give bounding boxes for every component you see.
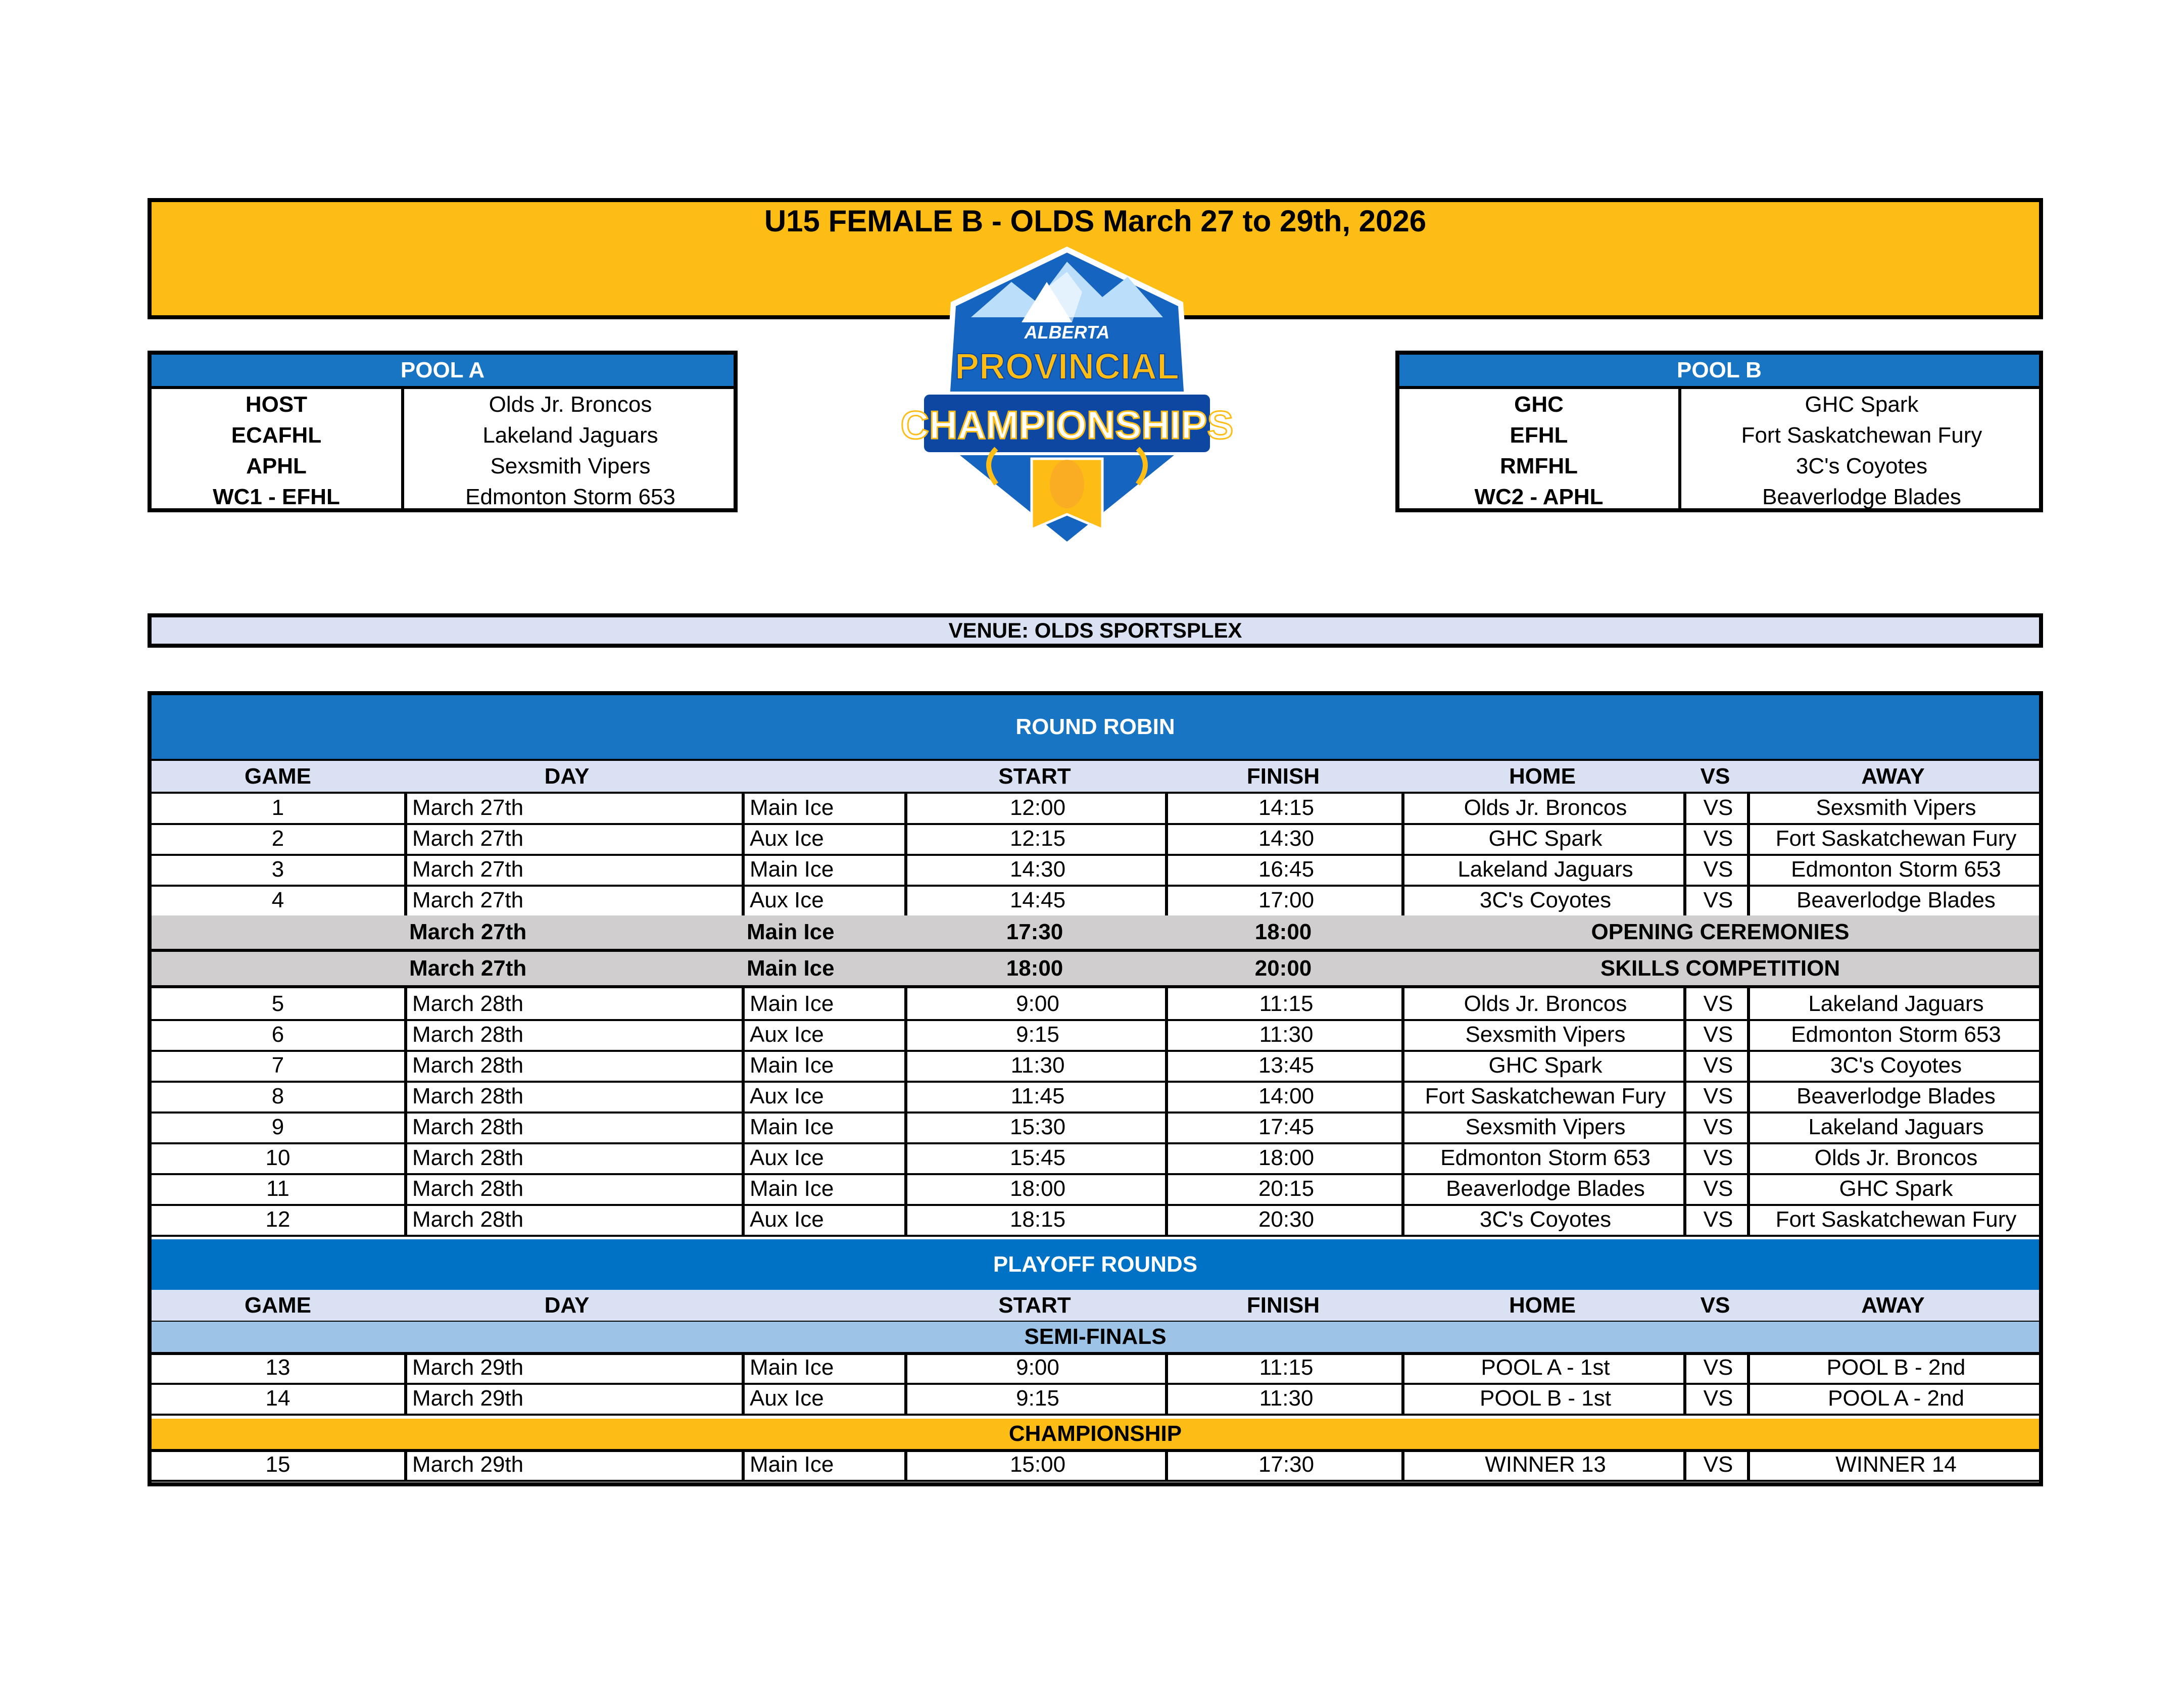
game-finish: 14:15	[1165, 792, 1404, 823]
game-vs: VS	[1683, 988, 1750, 1019]
game-game: 9	[271, 1115, 284, 1139]
game-ice: Main Ice	[742, 854, 912, 885]
event-start: 18:00	[1006, 956, 1063, 981]
column-header-row	[152, 761, 2039, 794]
game-start: 11:45	[904, 1081, 1168, 1111]
pool-team: Edmonton Storm 653	[401, 481, 737, 512]
game-day: March 28th	[404, 988, 750, 1019]
game-away: WINNER 14	[1747, 1449, 2042, 1480]
game-day: March 29th	[404, 1352, 750, 1383]
game-finish: 17:45	[1165, 1111, 1404, 1142]
game-game: 8	[271, 1084, 284, 1108]
pool-b-header: POOL B	[1399, 355, 2039, 389]
pool-league: WC2 - APHL	[1474, 485, 1604, 509]
game-vs: VS	[1683, 823, 1750, 854]
logo-brand-bottom: CHAMPIONSHIPS	[900, 403, 1234, 447]
page-title: U15 FEMALE B - OLDS March 27 to 29th, 2026	[764, 204, 1427, 238]
game-day: March 27th	[404, 792, 750, 823]
column-header-finish: FINISH	[1246, 764, 1320, 789]
game-row	[152, 1081, 2039, 1114]
game-start: 18:15	[904, 1204, 1168, 1235]
game-start: 9:15	[904, 1019, 1168, 1050]
game-row	[152, 854, 2039, 887]
column-header-away: AWAY	[1861, 764, 1925, 789]
pool-league: GHC	[1514, 392, 1564, 417]
game-row	[152, 1050, 2039, 1083]
game-finish: 11:30	[1165, 1019, 1404, 1050]
championship-label: CHAMPIONSHIP	[152, 1419, 2039, 1452]
game-row	[152, 792, 2039, 825]
game-row	[152, 1173, 2039, 1206]
column-header-away: AWAY	[1861, 1293, 1925, 1318]
game-finish: 20:15	[1165, 1173, 1404, 1204]
round-robin-header: ROUND ROBIN	[152, 695, 2039, 761]
event-ice: Main Ice	[747, 920, 835, 944]
pool-row	[1399, 451, 2039, 481]
provincial-championships-logo	[900, 247, 1234, 556]
game-game: 14	[265, 1386, 290, 1411]
column-header-start: START	[998, 764, 1071, 789]
game-away: Olds Jr. Broncos	[1747, 1142, 2042, 1173]
game-home: WINNER 13	[1401, 1449, 1686, 1480]
game-finish: 17:00	[1165, 885, 1404, 915]
game-start: 11:30	[904, 1050, 1168, 1081]
game-game: 15	[265, 1452, 290, 1477]
pool-league: EFHL	[1510, 423, 1568, 448]
column-header-vs: VS	[1700, 1293, 1730, 1318]
game-vs: VS	[1683, 1142, 1750, 1173]
game-row	[152, 988, 2039, 1021]
game-home: 3C's Coyotes	[1401, 885, 1686, 915]
game-row	[152, 1019, 2039, 1052]
pool-league: APHL	[246, 454, 307, 478]
column-header-vs: VS	[1700, 764, 1730, 789]
game-finish: 14:30	[1165, 823, 1404, 854]
game-day: March 28th	[404, 1142, 750, 1173]
game-ice: Main Ice	[742, 1173, 912, 1204]
game-row	[152, 1449, 2039, 1482]
game-away: POOL A - 2nd	[1747, 1383, 2042, 1414]
column-header-finish: FINISH	[1246, 1293, 1320, 1318]
game-day: March 28th	[404, 1173, 750, 1204]
game-row	[152, 1111, 2039, 1144]
game-away: POOL B - 2nd	[1747, 1352, 2042, 1383]
game-row	[152, 1204, 2039, 1237]
column-header-game: GAME	[245, 764, 311, 789]
game-game: 12	[265, 1207, 290, 1232]
game-day: March 29th	[404, 1383, 750, 1414]
game-vs: VS	[1683, 1081, 1750, 1111]
pool-team: 3C's Coyotes	[1678, 451, 2042, 481]
pool-league: WC1 - EFHL	[213, 485, 340, 509]
game-game: 2	[271, 826, 284, 851]
pool-row	[152, 389, 734, 420]
game-game: 7	[271, 1053, 284, 1078]
game-ice: Aux Ice	[742, 1081, 912, 1111]
game-game: 5	[271, 991, 284, 1016]
game-home: GHC Spark	[1401, 1050, 1686, 1081]
game-away: Beaverlodge Blades	[1747, 1081, 2042, 1111]
game-finish: 18:00	[1165, 1142, 1404, 1173]
pool-team: Beaverlodge Blades	[1678, 481, 2042, 512]
game-away: Edmonton Storm 653	[1747, 854, 2042, 885]
game-home: Fort Saskatchewan Fury	[1401, 1081, 1686, 1111]
game-start: 15:00	[904, 1449, 1168, 1480]
game-start: 12:00	[904, 792, 1168, 823]
game-vs: VS	[1683, 1111, 1750, 1142]
game-start: 15:30	[904, 1111, 1168, 1142]
game-ice: Main Ice	[742, 1449, 912, 1480]
game-home: GHC Spark	[1401, 823, 1686, 854]
game-vs: VS	[1683, 1383, 1750, 1414]
game-vs: VS	[1683, 854, 1750, 885]
game-finish: 11:15	[1165, 1352, 1404, 1383]
pool-league: RMFHL	[1500, 454, 1578, 478]
pool-league: ECAFHL	[231, 423, 322, 448]
pool-team: Sexsmith Vipers	[401, 451, 737, 481]
game-ice: Main Ice	[742, 792, 912, 823]
game-day: March 27th	[404, 854, 750, 885]
game-start: 9:00	[904, 1352, 1168, 1383]
game-home: Sexsmith Vipers	[1401, 1019, 1686, 1050]
event-start: 17:30	[1006, 920, 1063, 944]
game-start: 18:00	[904, 1173, 1168, 1204]
pool-team: GHC Spark	[1678, 389, 2042, 420]
pool-league: HOST	[245, 392, 308, 417]
game-game: 13	[265, 1355, 290, 1380]
game-day: March 28th	[404, 1204, 750, 1235]
game-vs: VS	[1683, 1449, 1750, 1480]
game-ice: Main Ice	[742, 988, 912, 1019]
game-finish: 13:45	[1165, 1050, 1404, 1081]
game-finish: 17:30	[1165, 1449, 1404, 1480]
game-vs: VS	[1683, 885, 1750, 915]
game-home: POOL A - 1st	[1401, 1352, 1686, 1383]
game-away: GHC Spark	[1747, 1173, 2042, 1204]
game-row	[152, 885, 2039, 917]
pool-a-table	[148, 351, 738, 512]
column-header-day: DAY	[544, 764, 590, 789]
game-vs: VS	[1683, 1173, 1750, 1204]
game-day: March 28th	[404, 1081, 750, 1111]
game-away: Sexsmith Vipers	[1747, 792, 2042, 823]
game-finish: 11:30	[1165, 1383, 1404, 1414]
game-home: Olds Jr. Broncos	[1401, 988, 1686, 1019]
game-row	[152, 1383, 2039, 1416]
game-home: Sexsmith Vipers	[1401, 1111, 1686, 1142]
game-home: Lakeland Jaguars	[1401, 854, 1686, 885]
pool-team: Fort Saskatchewan Fury	[1678, 420, 2042, 451]
game-ice: Aux Ice	[742, 1142, 912, 1173]
game-away: Fort Saskatchewan Fury	[1747, 823, 2042, 854]
game-game: 3	[271, 857, 284, 882]
game-start: 15:45	[904, 1142, 1168, 1173]
game-day: March 29th	[404, 1449, 750, 1480]
game-start: 14:30	[904, 854, 1168, 885]
pool-row	[1399, 481, 2039, 512]
pool-row	[1399, 389, 2039, 420]
game-finish: 14:00	[1165, 1081, 1404, 1111]
game-vs: VS	[1683, 1352, 1750, 1383]
column-header-home: HOME	[1509, 764, 1576, 789]
event-finish: 20:00	[1254, 956, 1312, 981]
game-ice: Aux Ice	[742, 1204, 912, 1235]
event-ice: Main Ice	[747, 956, 835, 981]
column-header-home: HOME	[1509, 1293, 1576, 1318]
pool-row	[152, 451, 734, 481]
pool-a-header: POOL A	[152, 355, 734, 389]
game-day: March 28th	[404, 1050, 750, 1081]
venue-label: VENUE: OLDS SPORTSPLEX	[148, 613, 2043, 648]
event-day: March 27th	[409, 920, 527, 944]
game-home: Olds Jr. Broncos	[1401, 792, 1686, 823]
game-ice: Aux Ice	[742, 1383, 912, 1414]
logo-brand-mid: PROVINCIAL	[954, 347, 1180, 387]
game-day: March 27th	[404, 823, 750, 854]
game-home: Edmonton Storm 653	[1401, 1142, 1686, 1173]
game-day: March 27th	[404, 885, 750, 915]
game-row	[152, 1352, 2039, 1385]
game-vs: VS	[1683, 1019, 1750, 1050]
game-row	[152, 823, 2039, 856]
special-event-row	[152, 915, 2039, 952]
pool-row	[152, 481, 734, 512]
game-ice: Main Ice	[742, 1352, 912, 1383]
column-header-row	[152, 1290, 2039, 1323]
game-home: Beaverlodge Blades	[1401, 1173, 1686, 1204]
game-away: Fort Saskatchewan Fury	[1747, 1204, 2042, 1235]
column-header-start: START	[998, 1293, 1071, 1318]
game-away: 3C's Coyotes	[1747, 1050, 2042, 1081]
pool-team: Olds Jr. Broncos	[401, 389, 737, 420]
game-game: 6	[271, 1022, 284, 1047]
schedule-table	[148, 691, 2043, 1486]
game-start: 12:15	[904, 823, 1168, 854]
logo-brand-top: ALBERTA	[1024, 322, 1110, 343]
game-vs: VS	[1683, 792, 1750, 823]
game-game: 11	[266, 1176, 289, 1201]
game-away: Lakeland Jaguars	[1747, 988, 2042, 1019]
event-name: SKILLS COMPETITION	[1600, 956, 1840, 981]
pool-row	[1399, 420, 2039, 451]
column-header-game: GAME	[245, 1293, 311, 1318]
game-ice: Aux Ice	[742, 1019, 912, 1050]
game-finish: 11:15	[1165, 988, 1404, 1019]
game-row	[152, 1142, 2039, 1175]
game-day: March 28th	[404, 1111, 750, 1142]
game-finish: 20:30	[1165, 1204, 1404, 1235]
special-event-row	[152, 952, 2039, 988]
game-ice: Aux Ice	[742, 823, 912, 854]
game-home: 3C's Coyotes	[1401, 1204, 1686, 1235]
column-header-day: DAY	[544, 1293, 590, 1318]
game-start: 14:45	[904, 885, 1168, 915]
event-day: March 27th	[409, 956, 527, 981]
game-game: 4	[271, 888, 284, 912]
game-home: POOL B - 1st	[1401, 1383, 1686, 1414]
game-away: Edmonton Storm 653	[1747, 1019, 2042, 1050]
event-name: OPENING CEREMONIES	[1591, 920, 1850, 944]
pool-b-table	[1395, 351, 2043, 512]
event-finish: 18:00	[1254, 920, 1312, 944]
game-vs: VS	[1683, 1050, 1750, 1081]
game-ice: Aux Ice	[742, 885, 912, 915]
game-vs: VS	[1683, 1204, 1750, 1235]
game-finish: 16:45	[1165, 854, 1404, 885]
pool-team: Lakeland Jaguars	[401, 420, 737, 451]
game-start: 9:15	[904, 1383, 1168, 1414]
semi-finals-label: SEMI-FINALS	[152, 1322, 2039, 1355]
game-away: Beaverlodge Blades	[1747, 885, 2042, 915]
game-day: March 28th	[404, 1019, 750, 1050]
game-game: 1	[271, 795, 284, 820]
game-ice: Main Ice	[742, 1050, 912, 1081]
game-away: Lakeland Jaguars	[1747, 1111, 2042, 1142]
pool-row	[152, 420, 734, 451]
playoff-rounds-header: PLAYOFF ROUNDS	[152, 1239, 2039, 1293]
game-start: 9:00	[904, 988, 1168, 1019]
game-game: 10	[265, 1145, 290, 1170]
game-ice: Main Ice	[742, 1111, 912, 1142]
